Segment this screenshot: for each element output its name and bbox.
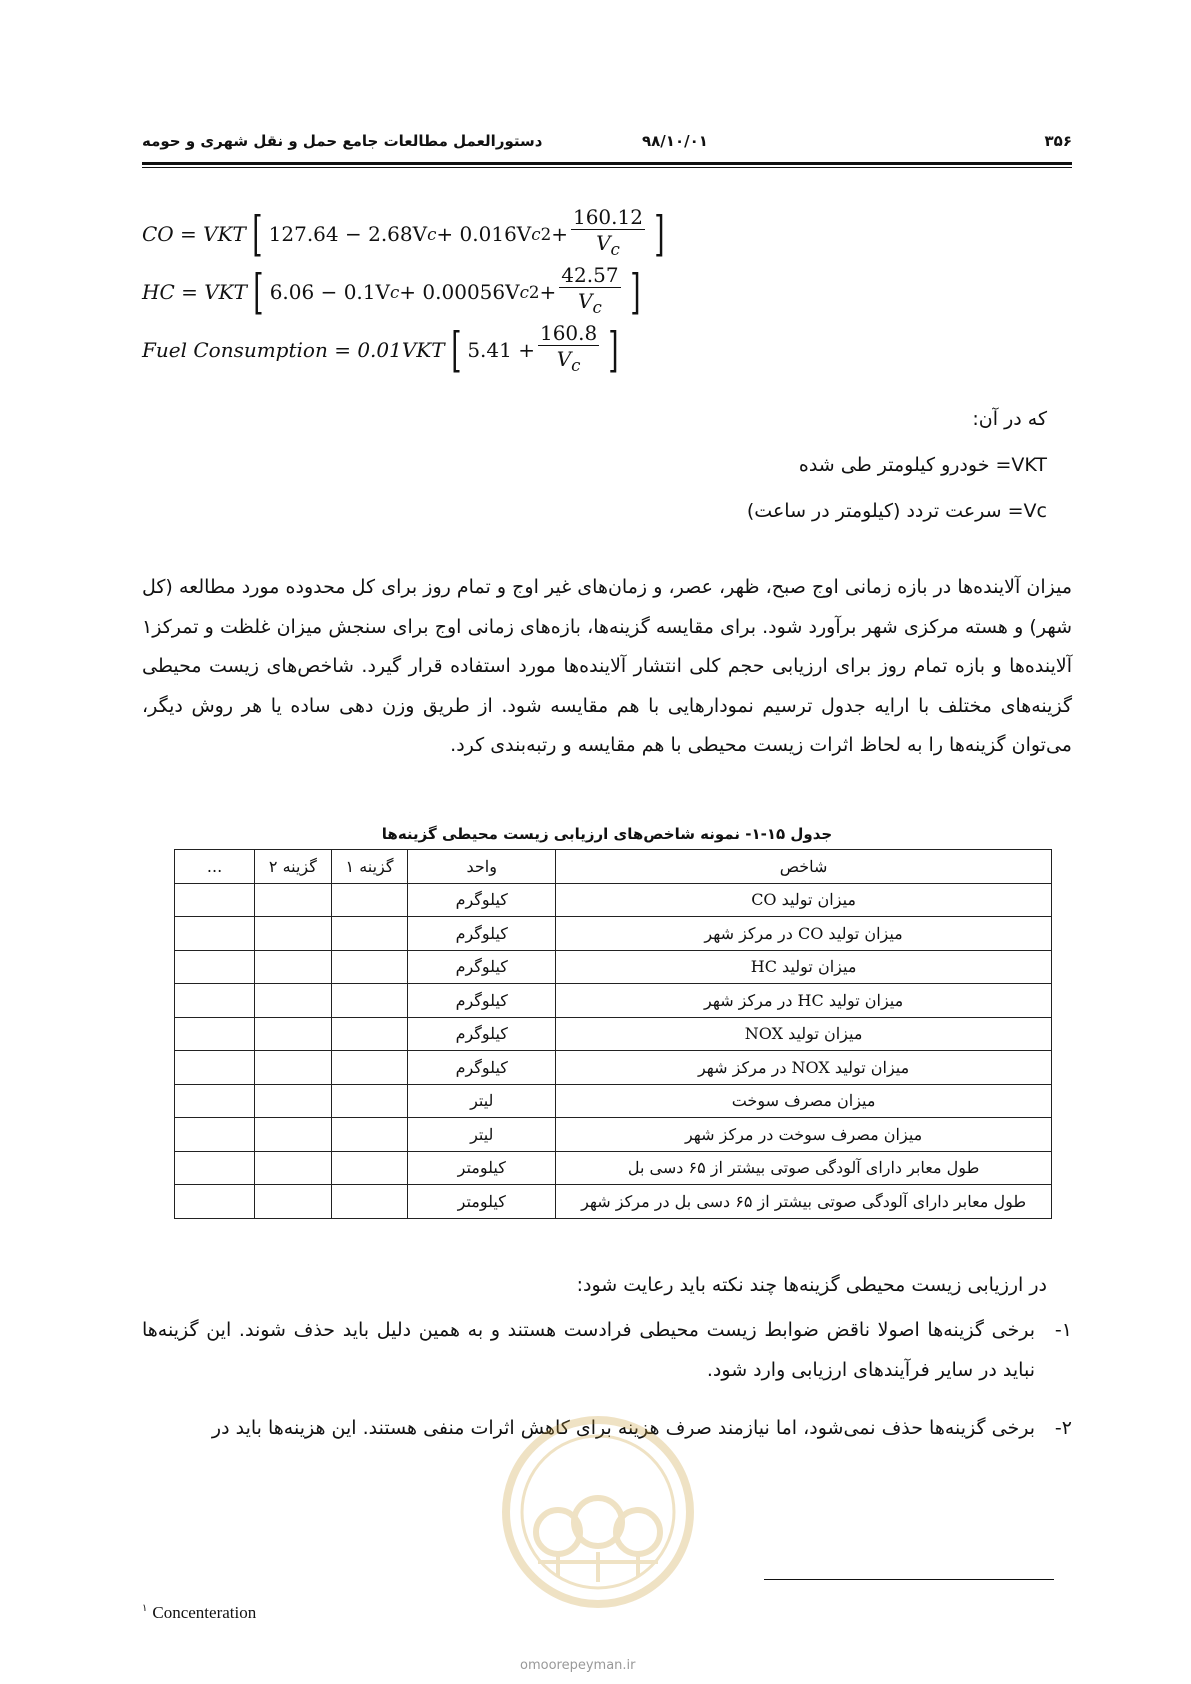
empty-cell (331, 917, 408, 951)
indicator-cell: میزان مصرف سوخت (556, 1084, 1052, 1118)
empty-cell (331, 1051, 408, 1085)
table-row (175, 1051, 1052, 1085)
list-item-text: برخی گزینه‌ها حذف نمی‌شود، اما نیازمند صرف هزینه برای کاهش اثرات منفی هستند. این هزینه‌ها باید در (211, 1417, 1035, 1439)
indicator-cell: طول معابر دارای آلودگی صوتی بیشتر از ۶۵ دسی بل در مرکز شهر (556, 1185, 1052, 1219)
unit-cell: کیلوگرم (408, 984, 556, 1018)
table-row (175, 1118, 1052, 1152)
empty-cell (255, 917, 332, 951)
header-unit: واحد (408, 850, 556, 884)
formula-fuel: Fuel Consumption = 0.01VKT [ 5.41 + $\frac{160.8}{V_c}$ ] (142, 321, 619, 378)
formula-hc: HC = VKT [ 6.06 − 0.1V c + 0.00056V c 2 + $\frac{42.57}{V_c}$ ] (142, 263, 641, 320)
stamp-logo-icon (498, 1412, 698, 1612)
empty-cell (255, 1017, 332, 1051)
header-title: دستورالعمل مطالعات جامع حمل و نقل شهری و حومه (142, 132, 543, 150)
indicator-cell: میزان تولید NOX (556, 1017, 1052, 1051)
header-date: ۹۸/۱۰/۰۱ (642, 132, 708, 150)
indicator-cell: طول معابر دارای آلودگی صوتی بیشتر از ۶۵ دسی بل (556, 1151, 1052, 1185)
empty-cell (255, 984, 332, 1018)
empty-cell (331, 1151, 408, 1185)
table-row (175, 1017, 1052, 1051)
empty-cell (255, 950, 332, 984)
indicator-cell: میزان تولید HC در مرکز شهر (556, 984, 1052, 1018)
environmental-indicators-table (174, 849, 1052, 1219)
body-paragraph: میزان آلاینده‌ها در بازه زمانی اوج صبح، ظهر، عصر، و زمان‌های غیر اوج و تمام روز برای کل محدوده مورد مطالعه (کل شهر) و هسته مرکزی شهر برآورد شود. برای مقایسه گزینه‌ها، بازه‌های زمانی اوج برای سنجش میزان غلظت و تمرکز۱ آلاینده‌ها و بازه تمام روز برای ارزیابی حجم کلی انتشار آلاینده‌ها مورد استفاده قرار گیرد. شاخص‌های زیست محیطی گزینه‌های مختلف با ارایه جدول ترسیم نمودارهایی با هم مقایسه شود. از طریق وزن دهی ساده یا هر روش دیگر، می‌توان گزینه‌ها را به لحاظ اثرات زیست محیطی با هم مقایسه و رتبه‌بندی کرد. (142, 576, 1072, 756)
indicator-cell: میزان مصرف سوخت در مرکز شهر (556, 1118, 1052, 1152)
empty-cell (175, 1118, 255, 1152)
page-header (142, 128, 1072, 154)
page-number: ۳۵۶ (1044, 132, 1072, 150)
footnote-rule (764, 1579, 1054, 1580)
empty-cell (175, 1185, 255, 1219)
table-row (175, 984, 1052, 1018)
empty-cell (175, 950, 255, 984)
unit-cell: کیلوگرم (408, 1051, 556, 1085)
header-option-1: گزینه ۱ (331, 850, 408, 884)
empty-cell (175, 1084, 255, 1118)
indicator-cell: میزان تولید CO (556, 883, 1052, 917)
empty-cell (175, 1151, 255, 1185)
table-row (175, 883, 1052, 917)
list-item-text: برخی گزینه‌ها اصولا ناقض ضوابط زیست محیطی فرادست هستند و به همین دلیل باید حذف شوند. این گزینه‌ها نباید در سایر فرآیندهای ارزیابی وارد شود. (142, 1319, 1035, 1381)
empty-cell (331, 1185, 408, 1219)
table-row (175, 917, 1052, 951)
empty-cell (331, 1017, 408, 1051)
table-row (175, 1151, 1052, 1185)
unit-cell: لیتر (408, 1084, 556, 1118)
watermark-site: omoorepeyman.ir (520, 1658, 636, 1673)
unit-cell: لیتر (408, 1118, 556, 1152)
table-row (175, 1185, 1052, 1219)
formula-co: CO = VKT [ 127.64 − 2.68V c + 0.016V c 2 + $\frac{160.12}{V_c}$ ] (142, 205, 665, 262)
empty-cell (255, 883, 332, 917)
empty-cell (255, 1084, 332, 1118)
empty-cell (255, 1185, 332, 1219)
empty-cell (175, 1051, 255, 1085)
empty-cell (255, 1118, 332, 1152)
definitions-intro: که در آن: (972, 408, 1047, 430)
header-rule-thin (142, 167, 1072, 168)
empty-cell (175, 984, 255, 1018)
indicator-cell: میزان تولید NOX در مرکز شهر (556, 1051, 1052, 1085)
unit-cell: کیلوگرم (408, 1017, 556, 1051)
footnote-mark: ۱ (142, 1603, 148, 1615)
empty-cell (331, 883, 408, 917)
empty-cell (255, 1151, 332, 1185)
table-row (175, 1084, 1052, 1118)
notes-intro: در ارزیابی زیست محیطی گزینه‌ها چند نکته باید رعایت شود: (576, 1274, 1047, 1296)
header-option-2: گزینه ۲ (255, 850, 332, 884)
header-rule-thick (142, 162, 1072, 165)
indicator-cell: میزان تولید CO در مرکز شهر (556, 917, 1052, 951)
unit-cell: کیلومتر (408, 1151, 556, 1185)
header-more: ... (175, 850, 255, 884)
footnote-text: Concenteration (152, 1603, 257, 1622)
footnote (142, 1603, 256, 1623)
header-indicator: شاخص (556, 850, 1052, 884)
unit-cell: کیلوگرم (408, 883, 556, 917)
empty-cell (331, 1084, 408, 1118)
empty-cell (175, 883, 255, 917)
empty-cell (175, 917, 255, 951)
unit-cell: کیلوگرم (408, 917, 556, 951)
unit-cell: کیلومتر (408, 1185, 556, 1219)
indicator-cell: میزان تولید HC (556, 950, 1052, 984)
empty-cell (331, 984, 408, 1018)
definition-vkt: VKT= خودرو کیلومتر طی شده (798, 454, 1047, 476)
table-caption: جدول ۱۵-۱- نمونه شاخص‌های ارزیابی زیست محیطی گزینه‌ها (381, 825, 833, 843)
definition-vc: Vc= سرعت تردد (کیلومتر در ساعت) (746, 500, 1047, 522)
empty-cell (255, 1051, 332, 1085)
empty-cell (175, 1017, 255, 1051)
unit-cell: کیلوگرم (408, 950, 556, 984)
list-item-number: ۱- (1054, 1319, 1072, 1341)
empty-cell (331, 950, 408, 984)
table-header-row (175, 850, 1052, 884)
table-row (175, 950, 1052, 984)
list-item-number: ۲- (1054, 1417, 1072, 1439)
list-item (142, 1310, 1072, 1390)
empty-cell (331, 1118, 408, 1152)
